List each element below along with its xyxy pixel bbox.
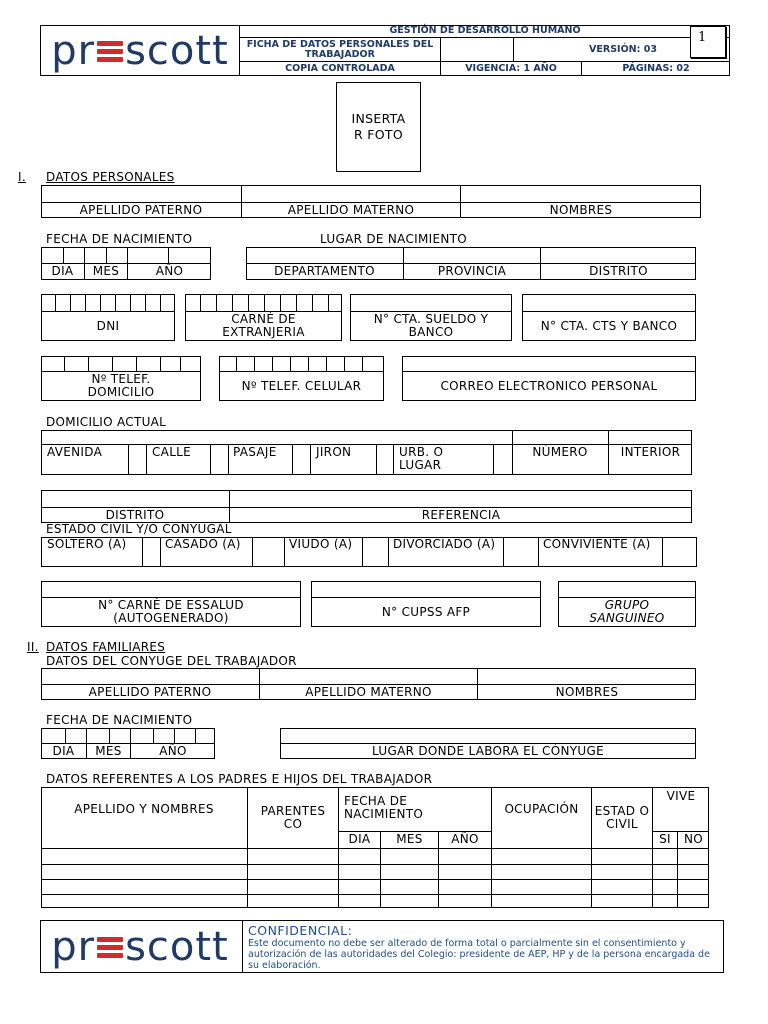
bd-div-1 (63, 247, 64, 263)
header-pages: PÁGINAS: 02 (622, 63, 690, 74)
ft-h-4 (41, 894, 709, 895)
footer-logo: pr scott (51, 923, 229, 970)
conyuge-dia: DIA (52, 743, 75, 758)
th-mes: MES (396, 832, 423, 846)
lugar-nac-heading: LUGAR DE NACIMIENTO (320, 232, 467, 246)
casado-label: CASADO (A) (165, 537, 241, 551)
footer-divider (242, 920, 243, 973)
conyuge-fecha-heading: FECHA DE NACIMIENTO (46, 713, 193, 727)
interior-label: INTERIOR (620, 445, 681, 459)
th-estado-civil: ESTAD O CIVIL (594, 804, 650, 831)
tel-dom-label: Nº TELEF. DOMICILIO (87, 372, 155, 399)
carne-digit-cells[interactable] (185, 294, 342, 312)
apellido-materno-label: APELLIDO MATERNO (287, 202, 415, 217)
essalud-label: N° CARNÉ DE ESSALUD (AUTOGENERADO) (98, 598, 244, 625)
referencia-label: REFERENCIA (421, 507, 501, 522)
th-anio: AÑO (451, 832, 479, 846)
dom-v-6 (310, 444, 311, 475)
dom-top-line (41, 444, 692, 445)
numero-label: NÚMERO (532, 445, 588, 459)
divorciado-label: DIVORCIADO (A) (393, 537, 496, 551)
tel-cel-label: Nº TELEF. CELULAR (241, 378, 362, 393)
correo-label: CORREO ELECTRONICO PERSONAL (440, 378, 658, 393)
conviviente-label: CONVIVIENTE (A) (543, 537, 651, 551)
ft-h-1 (41, 848, 709, 849)
dom-v-9 (493, 444, 494, 475)
cupss-label: N° CUPSS AFP (381, 604, 471, 619)
header-form-title: FICHA DE DATOS PERSONALES DEL TRABAJADOR (246, 38, 434, 60)
header-validity: VIGENCIA: 1 AÑO (465, 63, 557, 74)
ec-v-3 (252, 537, 253, 567)
brand-logo: pr scott (51, 27, 229, 74)
provincia-label: PROVINCIA (437, 264, 507, 278)
dom-v-2 (146, 444, 147, 475)
conyuge-heading: DATOS DEL CONYUGE DEL TRABAJADOR (46, 654, 297, 668)
th-apellido-nombres: APELLIDO Y NOMBRES (74, 801, 214, 816)
dni-digit-cells[interactable] (41, 294, 175, 312)
apellido-paterno-label: APELLIDO PATERNO (79, 202, 203, 217)
domicilio-heading: DOMICILIO ACTUAL (46, 415, 167, 429)
cta-cts-label: N° CTA. CTS Y BANCO (540, 318, 678, 333)
distrito-label: DISTRITO (589, 264, 648, 278)
section-2-title: DATOS FAMILIARES (46, 640, 166, 654)
th-si: SI (659, 832, 671, 846)
bd-div-3 (106, 247, 107, 263)
cbd-v-1 (65, 728, 66, 743)
departamento-label: DEPARTAMENTO (274, 264, 375, 278)
cbd-v-7 (195, 728, 196, 743)
section-2-num: II. (27, 640, 39, 654)
pasaje-label: PASAJE (233, 445, 277, 459)
conyuge-nombres: NOMBRES (555, 684, 619, 699)
cbd-v-5 (153, 728, 154, 743)
anio-label: AÑO (155, 264, 184, 278)
conyuge-mes: MES (95, 743, 122, 758)
dni-label: DNI (96, 318, 120, 333)
logo-e-icon (97, 37, 123, 65)
bd-div-5 (168, 247, 169, 263)
calle-label: CALLE (152, 445, 192, 459)
ec-v-7 (503, 537, 504, 567)
dom-v-8 (393, 444, 394, 475)
page-number-box (690, 26, 726, 58)
th-ocupacion: OCUPACIÓN (504, 801, 579, 816)
ft-h-2 (41, 864, 709, 865)
distrito2-label: DISTRITO (105, 507, 165, 522)
ec-v-5 (362, 537, 363, 567)
page-number: 1 (698, 30, 707, 45)
footer-title: CONFIDENCIAL: (248, 923, 353, 938)
dom-v-7 (376, 444, 377, 475)
dom-v-3 (210, 444, 211, 475)
th-parentesco: PARENTES CO (260, 804, 326, 831)
urb-label: URB. O LUGAR (399, 445, 444, 472)
jiron-label: JIRON (316, 445, 352, 459)
section-1-num: I. (18, 170, 26, 184)
lugar-labora-label: LUGAR DONDE LABORA EL CÓNYUGE (372, 743, 604, 758)
mes-label: MES (92, 264, 120, 278)
viudo-label: VIUDO (A) (289, 537, 353, 551)
cbd-v-6 (174, 728, 175, 743)
cta-sueldo-label: N° CTA. SUELDO Y BANCO (373, 312, 489, 339)
conyuge-anio: AÑO (159, 743, 187, 758)
tel-cel-digit-cells[interactable] (219, 356, 384, 372)
ft-h-3 (41, 879, 709, 880)
header-version: VERSIÓN: 03 (589, 43, 657, 55)
th-no: NO (683, 832, 704, 846)
photo-label: INSERTA R FOTO (351, 111, 406, 142)
avenida-label: AVENIDA (47, 445, 103, 459)
th-vive: VIVE (666, 788, 696, 803)
tel-dom-digit-cells[interactable] (41, 356, 201, 372)
photo-placeholder[interactable] (336, 82, 421, 172)
footer-logo-e-icon (97, 933, 123, 961)
nombres-label: NOMBRES (549, 202, 613, 217)
carne-ext-label: CARNÉ DE EXTRANJERIA (222, 312, 305, 339)
grupo-label: GRUPO SANGUINEO (589, 598, 665, 625)
estado-civil-heading: ESTADO CIVIL Y/O CONYUGAL (46, 522, 232, 536)
conyuge-ap-materno: APELLIDO MATERNO (305, 684, 432, 699)
dia-label: DIA (51, 264, 74, 278)
header-dept: GESTIÓN DE DESARROLLO HUMANO (389, 25, 581, 36)
th-dia: DIA (348, 832, 371, 846)
section-1-title: DATOS PERSONALES (46, 170, 175, 184)
header-copy: COPIA CONTROLADA (285, 63, 395, 74)
cbd-v-3 (109, 728, 110, 743)
footer-body: Este documento no debe ser alterado de forma total o parcialmente sin el consentimiento y autorización de las autoridades del Colegio: presidente de AEP, HP y de la persona encargada de su elaboración. (248, 938, 710, 971)
fecha-nac-heading: FECHA DE NACIMIENTO (46, 232, 193, 246)
th-fecha-nac: FECHA DE NACIMIENTO (344, 794, 424, 821)
ec-v-1 (142, 537, 143, 567)
conyuge-ap-paterno: APELLIDO PATERNO (88, 684, 212, 699)
padres-hijos-heading: DATOS REFERENTES A LOS PADRES E HIJOS DEL TRABAJADOR (46, 772, 433, 786)
ec-v-9 (662, 537, 663, 567)
dom-v-1 (128, 444, 129, 475)
header-divider-3 (513, 37, 514, 61)
dom-v-5 (292, 444, 293, 475)
soltero-label: SOLTERO (A) (47, 537, 127, 551)
